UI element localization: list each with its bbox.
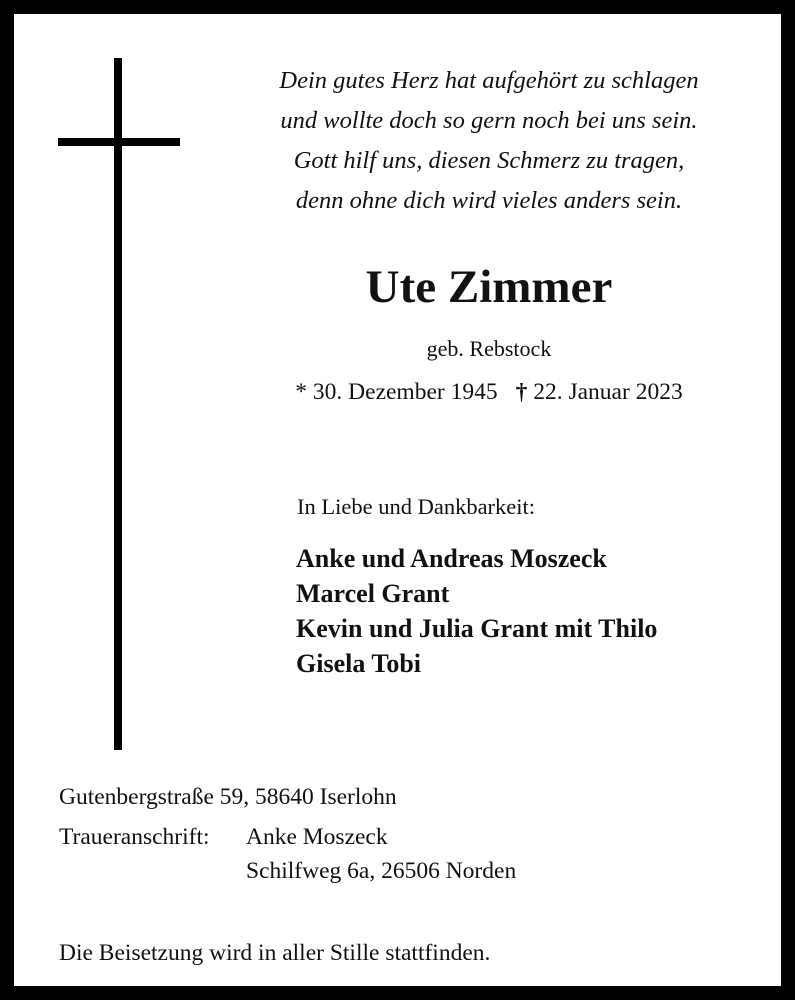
mourning-contact-lines [246, 820, 516, 888]
mourner-name: Kevin und Julia Grant mit Thilo [296, 614, 658, 643]
mourning-contact [59, 820, 516, 888]
death-date: 22. Januar 2023 [533, 379, 683, 405]
verse-line: Dein gutes Herz hat aufgehört zu schlagen [279, 67, 699, 94]
mourner-name: Gisela Tobi [296, 649, 421, 678]
burial-note: Die Beisetzung wird in aller Stille stattfinden. [59, 940, 491, 966]
mourning-contact-row [59, 820, 516, 888]
mourning-contact-label: Traueranschrift: [59, 824, 210, 850]
memorial-verse [214, 61, 764, 221]
mourner-name: Marcel Grant [296, 579, 450, 608]
mourners-list [296, 541, 657, 681]
verse-line: denn ohne dich wird vieles anders sein. [295, 187, 683, 214]
dedication-text: In Liebe und Dankbarkeit: [297, 494, 536, 519]
deceased-name: Ute Zimmer [365, 261, 613, 313]
home-address: Gutenbergstraße 59, 58640 Iserlohn [59, 784, 397, 810]
mourning-contact-name: Anke Moszeck [246, 824, 388, 850]
life-dates [214, 376, 764, 408]
maiden-name: geb. Rebstock [426, 336, 552, 361]
verse-line: Gott hilf uns, diesen Schmerz zu tragen, [293, 147, 685, 174]
dagger-icon: † [515, 379, 528, 405]
cross-horizontal-beam [58, 138, 180, 146]
birth-date: * 30. Dezember 1945 [295, 379, 498, 405]
mourner-name: Anke und Andreas Moszeck [296, 544, 607, 573]
verse-line: und wollte doch so gern noch bei uns sein. [280, 107, 698, 134]
cross-vertical-beam [114, 58, 122, 750]
mourning-contact-address: Schilfweg 6a, 26506 Norden [246, 858, 517, 884]
